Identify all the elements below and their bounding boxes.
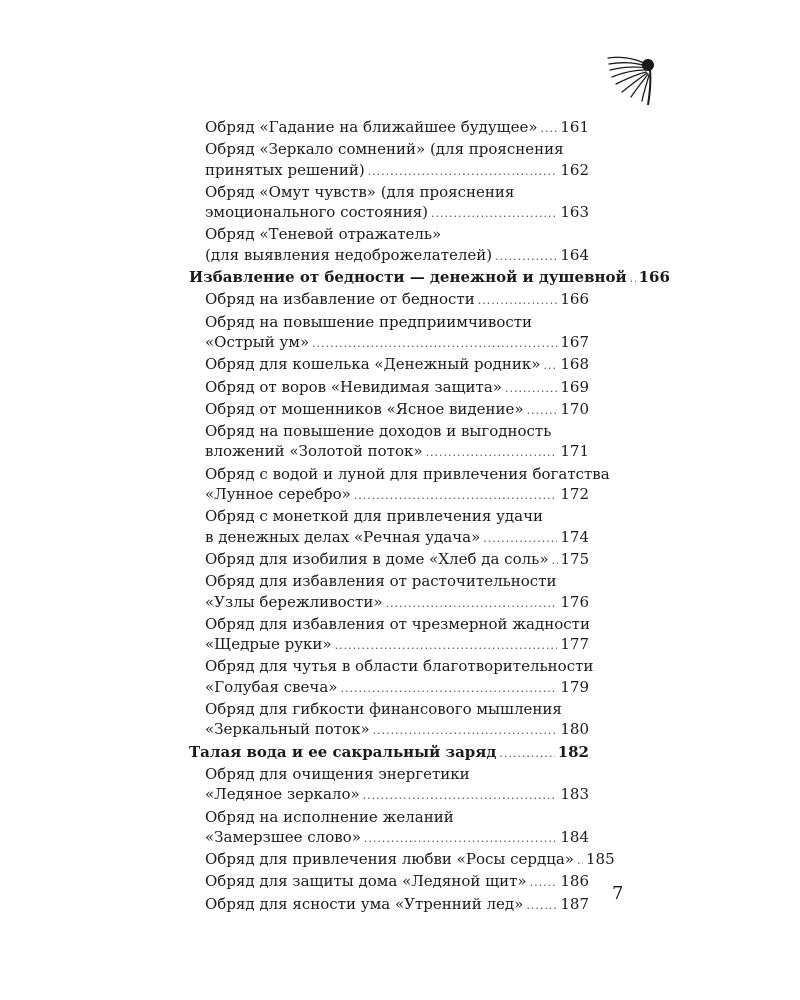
toc-entry <box>189 182 589 225</box>
toc-entry-title-line: Обряд для избавления от расточительности <box>205 572 557 591</box>
toc-entry-page-number: 183 <box>560 785 589 804</box>
toc-entry-page-number: 172 <box>560 485 589 504</box>
toc-entry-title-line: Обряд для изобилия в доме «Хлеб да соль» <box>205 549 549 568</box>
toc-entry-page-number: 187 <box>560 894 589 913</box>
table-of-contents <box>189 117 670 916</box>
toc-entry-title-line: Обряд на повышение доходов и выгодность <box>205 422 552 441</box>
toc-entry <box>189 894 589 916</box>
toc-entry-title-line: Обряд для привлечения любви «Росы сердца» <box>205 850 574 869</box>
dot-leader <box>630 269 636 289</box>
toc-entry <box>189 549 589 571</box>
dot-leader <box>364 829 557 849</box>
toc-entry-title-line: Обряд на избавление от бедности <box>205 290 475 309</box>
toc-entry <box>189 614 589 657</box>
toc-entry-page-number: 162 <box>560 160 589 179</box>
toc-entry-last-line <box>205 332 589 354</box>
toc-entry-last-line <box>205 592 589 614</box>
dot-leader <box>530 873 558 893</box>
dot-leader <box>354 486 558 506</box>
toc-entry-page-number: 167 <box>560 332 589 351</box>
dot-leader <box>483 529 557 549</box>
toc-entry-title-line: (для выявления недоброжелателей) <box>205 245 493 264</box>
toc-entry <box>189 807 589 850</box>
toc-entry-title-line: «Острый ум» <box>205 332 310 351</box>
dot-leader <box>373 721 558 741</box>
toc-entry-last-line <box>205 549 589 571</box>
dot-leader <box>541 119 558 139</box>
toc-entry-title-line: Избавление от бедности — денежной и душевной <box>189 268 627 287</box>
toc-entry-last-line <box>205 894 589 916</box>
toc-entry-title-line: «Ледяное зеркало» <box>205 785 360 804</box>
toc-entry-last-line <box>205 784 589 806</box>
toc-entry-title-line: Обряд от воров «Невидимая защита» <box>205 377 502 396</box>
toc-entry-page-number: 180 <box>560 720 589 739</box>
dot-leader <box>577 851 583 871</box>
toc-entry-last-line <box>205 634 589 656</box>
toc-entry-last-line <box>205 527 589 549</box>
dot-leader <box>363 786 558 806</box>
toc-entry-last-line <box>205 354 589 376</box>
toc-entry-title-line: Обряд для чутья в области благотворительности <box>205 657 594 676</box>
toc-entry-page-number: 175 <box>560 549 590 568</box>
toc-entry-title-line: Обряд с монеткой для привлечения удачи <box>205 507 543 526</box>
toc-entry <box>189 224 589 267</box>
toc-entry <box>189 506 589 549</box>
page-number: 7 <box>612 883 624 904</box>
toc-entry-title-line: Обряд «Теневой отражатель» <box>205 225 442 244</box>
toc-entry-last-line <box>205 377 589 399</box>
toc-entry-last-line <box>205 289 589 311</box>
toc-entry-last-line <box>205 202 589 224</box>
toc-entry-page-number: 166 <box>638 268 670 287</box>
toc-entry-page-number: 168 <box>560 355 589 374</box>
toc-entry-page-number: 163 <box>560 203 589 222</box>
toc-entry-title-line: «Зеркальный поток» <box>205 720 370 739</box>
toc-entry-page-number: 166 <box>560 290 589 309</box>
toc-entry-title-line: «Замерзшее слово» <box>205 827 361 846</box>
toc-entry-title-line: «Узлы бережливости» <box>205 592 383 611</box>
toc-entry-title-line: Обряд для защиты дома «Ледяной щит» <box>205 872 527 891</box>
toc-entry-last-line <box>205 117 589 139</box>
toc-entry <box>189 117 589 139</box>
toc-entry-title-line: в денежных делах «Речная удача» <box>205 527 481 546</box>
toc-entry-title-line: Обряд «Гадание на ближайшее будущее» <box>205 118 538 136</box>
dot-leader <box>505 379 557 399</box>
toc-entry-last-line <box>205 484 589 506</box>
toc-entry-title-line: Обряд на повышение предприимчивости <box>205 312 533 331</box>
toc-entry-last-line <box>205 827 589 849</box>
toc-entry <box>189 399 589 421</box>
toc-entry-title-line: Обряд «Зеркало сомнений» (для прояснения <box>205 140 564 159</box>
toc-section-entry <box>189 742 589 764</box>
toc-entry-title-line: Обряд для кошелька «Денежный родник» <box>205 355 541 374</box>
toc-entry-page-number: 171 <box>560 442 589 461</box>
toc-entry-last-line <box>205 245 589 267</box>
toc-entry-last-line <box>205 160 589 182</box>
toc-entry-title-line: «Голубая свеча» <box>205 677 338 696</box>
toc-entry-last-line <box>189 267 670 289</box>
toc-entry <box>189 656 594 699</box>
toc-entry-title-line: «Лунное серебро» <box>205 485 351 504</box>
toc-entry <box>189 699 589 742</box>
toc-entry <box>189 377 589 399</box>
dot-leader <box>543 356 557 376</box>
dot-leader <box>527 401 558 421</box>
toc-section-entry <box>189 267 670 289</box>
toc-entry <box>189 871 589 893</box>
toc-entry-title-line: «Щедрые руки» <box>205 635 332 654</box>
toc-entry-page-number: 182 <box>557 742 589 761</box>
dot-leader <box>340 679 557 699</box>
dot-leader <box>312 334 557 354</box>
toc-entry <box>189 571 589 614</box>
toc-entry-page-number: 185 <box>585 850 615 869</box>
dot-leader <box>526 896 557 916</box>
toc-entry-title-line: Обряд «Омут чувств» (для прояснения <box>205 182 515 201</box>
toc-entry-page-number: 169 <box>560 377 589 396</box>
toc-entry-page-number: 174 <box>560 527 589 546</box>
toc-entry-page-number: 179 <box>560 677 589 696</box>
toc-entry-title-line: Обряд на исполнение желаний <box>205 807 454 826</box>
dot-leader <box>478 291 558 311</box>
toc-entry-last-line <box>205 441 589 463</box>
toc-entry-last-line <box>205 871 589 893</box>
toc-entry-page-number: 170 <box>560 399 589 418</box>
toc-entry-page-number: 186 <box>560 872 589 891</box>
toc-entry-page-number: 184 <box>560 827 589 846</box>
toc-entry-title-line: Обряд с водой и луной для привлечения богатства <box>205 464 610 483</box>
dot-leader <box>495 247 557 267</box>
toc-entry-last-line <box>205 849 615 871</box>
toc-entry <box>189 764 589 807</box>
toc-entry-last-line <box>189 742 589 764</box>
toc-entry <box>189 849 615 871</box>
dot-leader <box>552 551 558 571</box>
toc-entry-title-line: принятых решений) <box>205 160 365 179</box>
toc-entry <box>189 139 589 182</box>
toc-entry-last-line <box>205 719 589 741</box>
toc-entry-page-number: 176 <box>560 592 589 611</box>
toc-entry <box>189 421 589 464</box>
toc-entry-title-line: Обряд для гибкости финансового мышления <box>205 700 562 719</box>
radiating-lines-ornament-icon <box>606 50 656 106</box>
toc-entry-page-number: 161 <box>560 118 589 136</box>
toc-entry-title-line: Обряд для очищения энергетики <box>205 764 470 783</box>
toc-entry <box>189 354 589 376</box>
dot-leader <box>335 636 558 656</box>
toc-entry-page-number: 177 <box>560 635 589 654</box>
toc-entry-title-line: Обряд от мошенников «Ясное видение» <box>205 399 524 418</box>
toc-entry-title-line: вложений «Золотой поток» <box>205 442 423 461</box>
toc-entry-title-line: эмоционального состояния) <box>205 203 429 222</box>
toc-entry-title-line: Обряд для ясности ума «Утренний лед» <box>205 894 524 913</box>
toc-entry <box>189 464 610 507</box>
dot-leader <box>426 443 558 463</box>
toc-entry-page-number: 164 <box>560 245 589 264</box>
toc-entry <box>189 289 589 311</box>
toc-entry <box>189 312 589 355</box>
dot-leader <box>499 744 554 764</box>
dot-leader <box>386 594 558 614</box>
toc-entry-last-line <box>205 677 589 699</box>
toc-entry-last-line <box>205 399 589 421</box>
toc-entry-title-line: Обряд для избавления от чрезмерной жадности <box>205 614 590 633</box>
dot-leader <box>431 204 557 224</box>
toc-entry-title-line: Талая вода и ее сакральный заряд <box>189 742 497 761</box>
dot-leader <box>368 162 558 182</box>
